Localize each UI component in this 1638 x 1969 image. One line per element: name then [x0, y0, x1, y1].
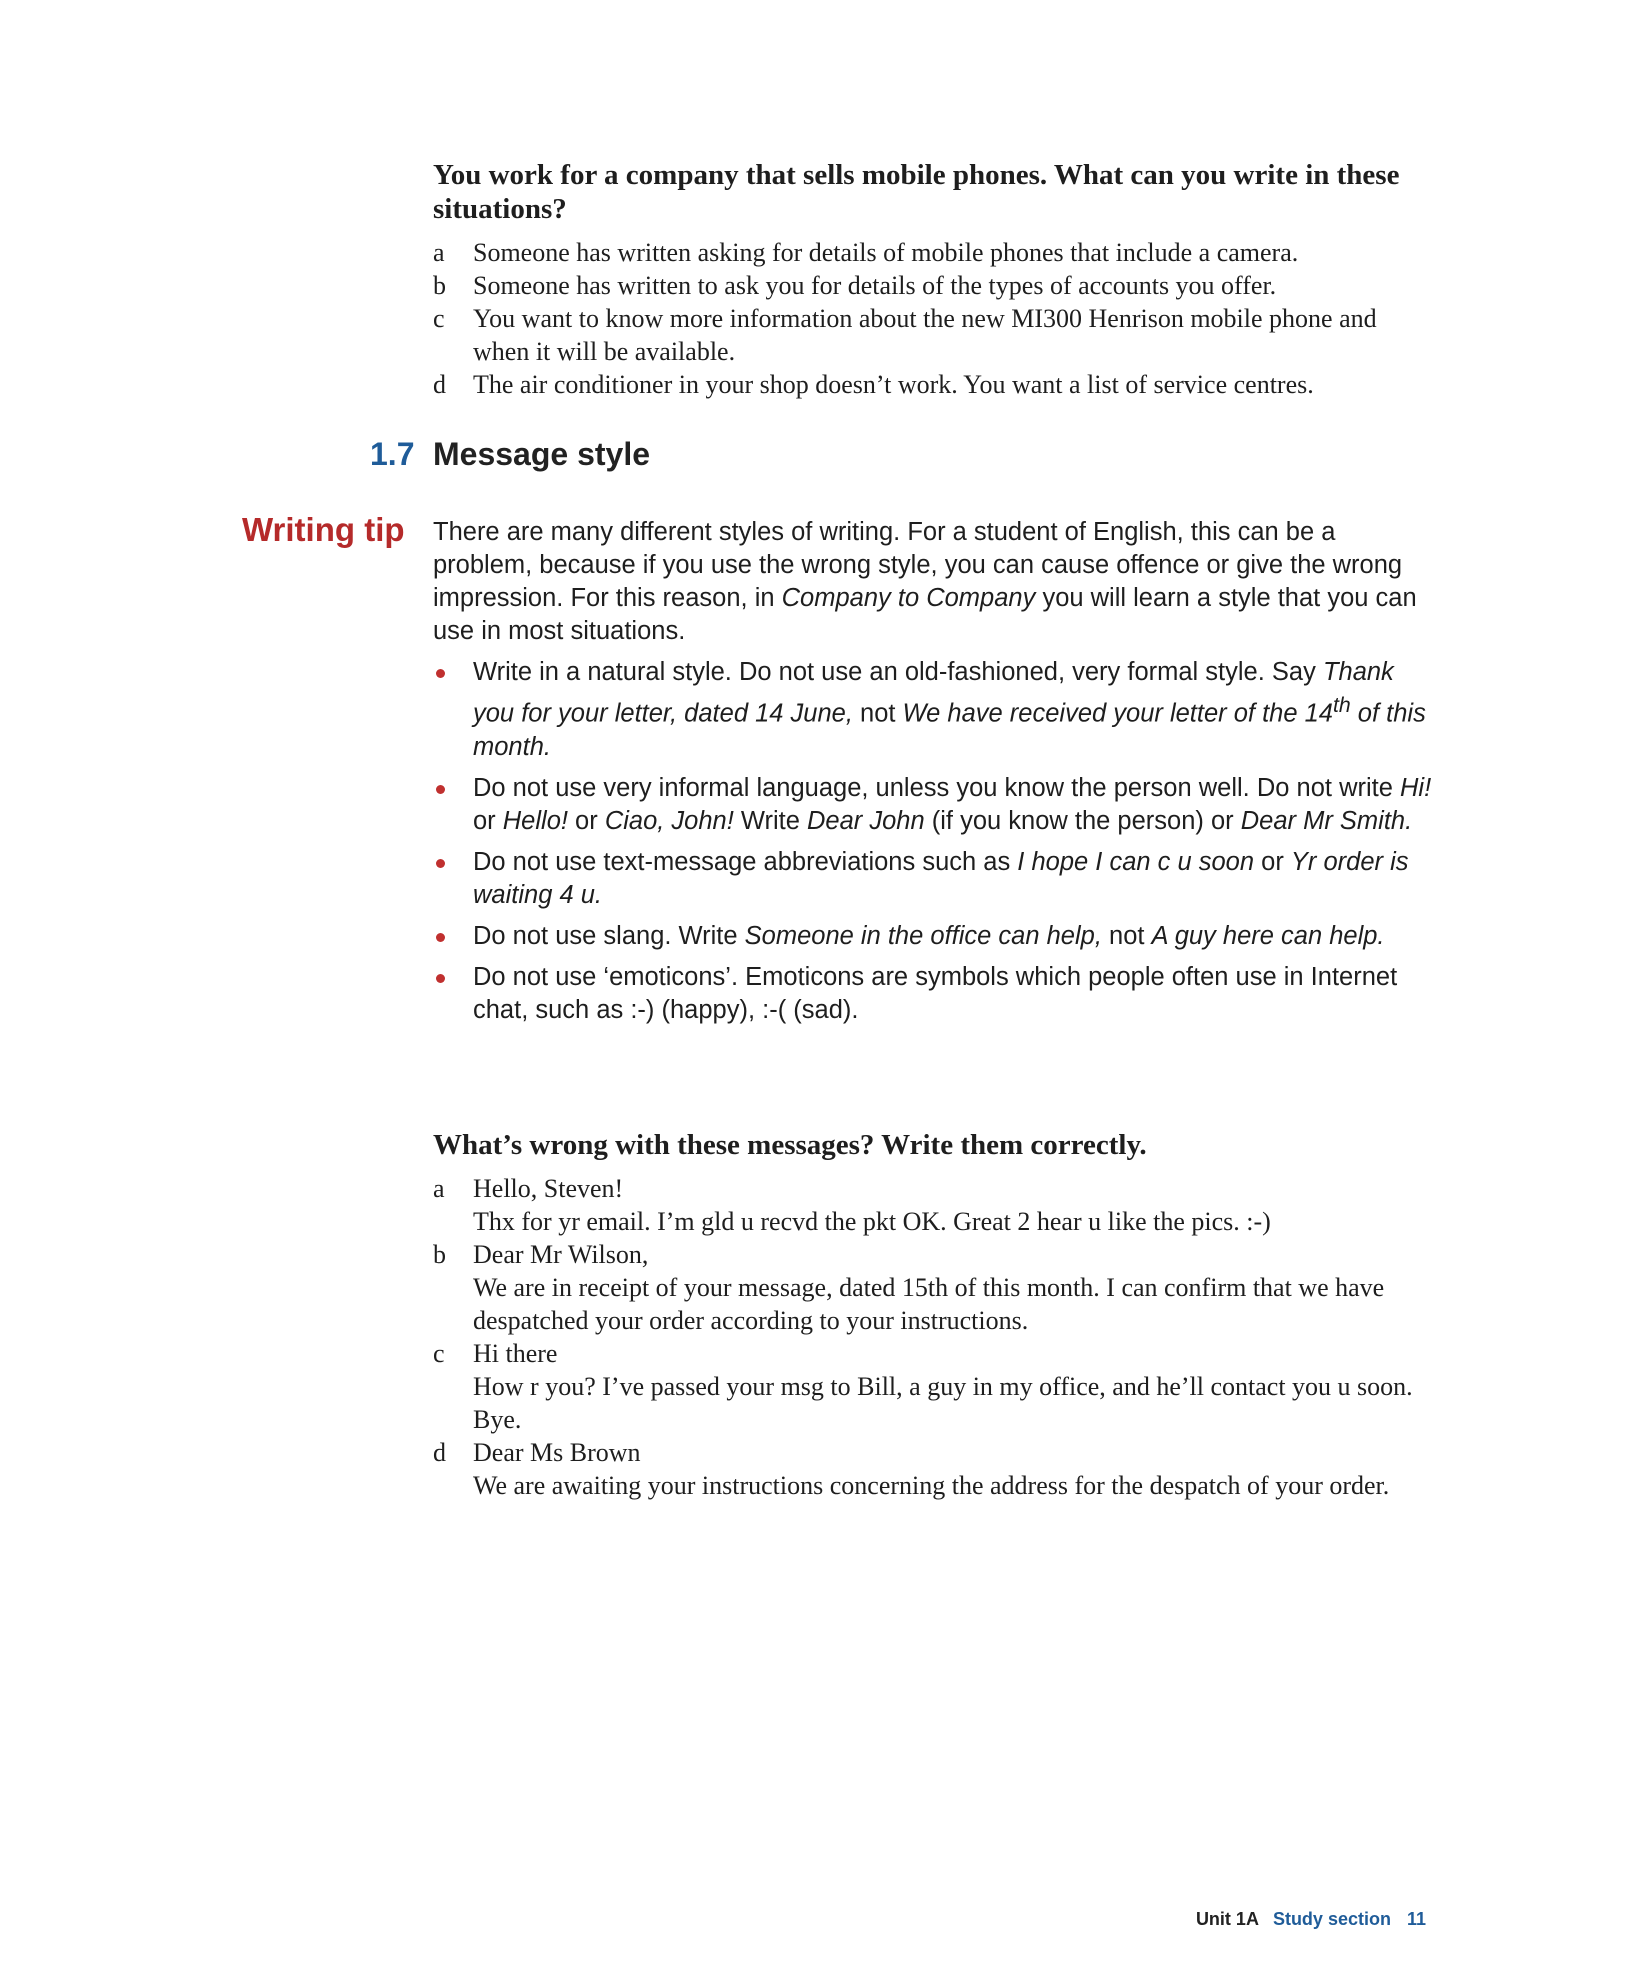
exercise-list	[433, 236, 1428, 401]
section-title: Message style	[433, 436, 651, 472]
item-text: Someone has written asking for details of mobile phones that include a camera.	[473, 238, 1299, 267]
list-item	[433, 368, 1428, 401]
bullet-text: not	[852, 699, 903, 728]
tip-bullet	[433, 920, 1433, 953]
list-item	[433, 302, 1428, 368]
intro-text: you will learn a style that you can use in most situations.	[433, 584, 1417, 645]
bullet-example: Ciao, John!	[604, 806, 734, 835]
bullet-example: of this month.	[473, 699, 1426, 761]
bullet-text: or	[473, 806, 503, 835]
item-letter: b	[433, 1240, 446, 1269]
item-text: The air conditioner in your shop doesn’t work. You want a list of service centres.	[473, 370, 1314, 399]
footer-section: Study section	[1272, 1909, 1391, 1929]
message-greeting: Dear Mr Wilson,	[473, 1240, 649, 1269]
list-item	[433, 1238, 1428, 1337]
bullet-text: not	[1101, 921, 1152, 950]
tip-bullet	[433, 846, 1433, 912]
bullet-icon	[436, 785, 445, 794]
exercise-messages	[433, 1128, 1428, 1502]
bullet-example: Someone in the office can help,	[744, 921, 1102, 950]
intro-book-title: Company to Company	[781, 584, 1036, 612]
bullet-icon	[436, 669, 445, 678]
bullet-text: Do not use text-message abbreviations such as	[473, 847, 1018, 876]
item-text: You want to know more information about the new MI300 Henrison mobile phone and when it will be available.	[473, 304, 1377, 366]
bullet-example: Thank you for your letter, dated 14 June,	[473, 658, 1394, 728]
exercise-situations	[433, 158, 1428, 401]
bullet-example: A guy here can help.	[1151, 921, 1385, 950]
item-letter: c	[433, 304, 445, 333]
message-body: How r you? I’ve passed your msg to Bill, a guy in my office, and he’ll contact you u soon. Bye.	[473, 1372, 1413, 1434]
section-heading	[370, 434, 650, 474]
item-letter: c	[433, 1339, 445, 1368]
message-greeting: Hi there	[473, 1339, 558, 1368]
bullet-text: Do not use slang. Write	[473, 921, 745, 950]
tip-bullet	[433, 961, 1433, 1027]
bullet-text: Write in a natural style. Do not use an old-fashioned, very formal style. Say	[473, 658, 1323, 686]
list-item	[433, 1337, 1428, 1436]
bullet-example: Hi!	[1400, 773, 1432, 802]
item-text: Someone has written to ask you for details of the types of accounts you offer.	[473, 271, 1277, 300]
bullet-example: Dear Mr Smith.	[1240, 806, 1413, 835]
bullet-text: (if you know the person) or	[924, 806, 1241, 835]
bullet-text: Do not use ‘emoticons’. Emoticons are symbols which people often use in Internet chat, such as :-) (happy), :-( (sad).	[473, 962, 1398, 1024]
item-letter: d	[433, 1438, 446, 1467]
list-item	[433, 269, 1428, 302]
bullet-text: Write	[733, 806, 808, 835]
bullet-example: Yr order is waiting 4 u.	[473, 847, 1409, 909]
footer-unit: Unit 1A	[1195, 1909, 1259, 1929]
item-letter: b	[433, 271, 446, 300]
writing-tip-body	[433, 516, 1433, 1035]
list-item	[433, 1436, 1428, 1502]
bullet-icon	[436, 933, 445, 942]
message-body: Thx for yr email. I’m gld u recvd the pkt OK. Great 2 hear u like the pics. :-)	[473, 1207, 1271, 1236]
exercise-heading: You work for a company that sells mobile phones. What can you write in these situations?	[433, 159, 1400, 225]
item-letter: a	[433, 238, 445, 267]
bullet-icon	[436, 974, 445, 983]
bullet-text: or	[567, 806, 605, 835]
tip-bullet	[433, 772, 1433, 838]
bullet-text: Do not use very informal language, unless you know the person well. Do not write	[473, 773, 1400, 802]
page-footer	[1196, 1909, 1426, 1930]
message-greeting: Hello, Steven!	[473, 1174, 624, 1203]
bullet-text: or	[1254, 847, 1291, 876]
bullet-superscript: th	[1332, 693, 1351, 717]
tip-bullet	[433, 656, 1433, 764]
intro-text: There are many different styles of writing. For a student of English, this can be a problem, because if you use the wrong style, you can cause offence or give the wrong impression. For this reason, in	[433, 518, 1403, 612]
item-letter: a	[433, 1174, 445, 1203]
bullet-icon	[436, 859, 445, 868]
list-item	[433, 1172, 1428, 1238]
page-number: 11	[1406, 1909, 1426, 1929]
bullet-example: We have received your letter of the 14	[902, 699, 1333, 728]
exercise-list	[433, 1172, 1428, 1502]
section-number: 1.7	[370, 436, 415, 472]
tip-intro	[433, 516, 1433, 648]
writing-tip-label: Writing tip	[242, 511, 405, 548]
bullet-example: I hope I can c u soon	[1017, 847, 1255, 876]
exercise-heading: What’s wrong with these messages? Write them correctly.	[433, 1129, 1147, 1161]
message-body: We are awaiting your instructions concerning the address for the despatch of your order.	[473, 1471, 1390, 1500]
message-body: We are in receipt of your message, dated 15th of this month. I can confirm that we have despatched your order according to your instructions.	[473, 1273, 1385, 1335]
bullet-example: Hello!	[502, 806, 568, 835]
bullet-example: Dear John	[807, 806, 925, 835]
message-greeting: Dear Ms Brown	[473, 1438, 641, 1467]
item-letter: d	[433, 370, 446, 399]
list-item	[433, 236, 1428, 269]
